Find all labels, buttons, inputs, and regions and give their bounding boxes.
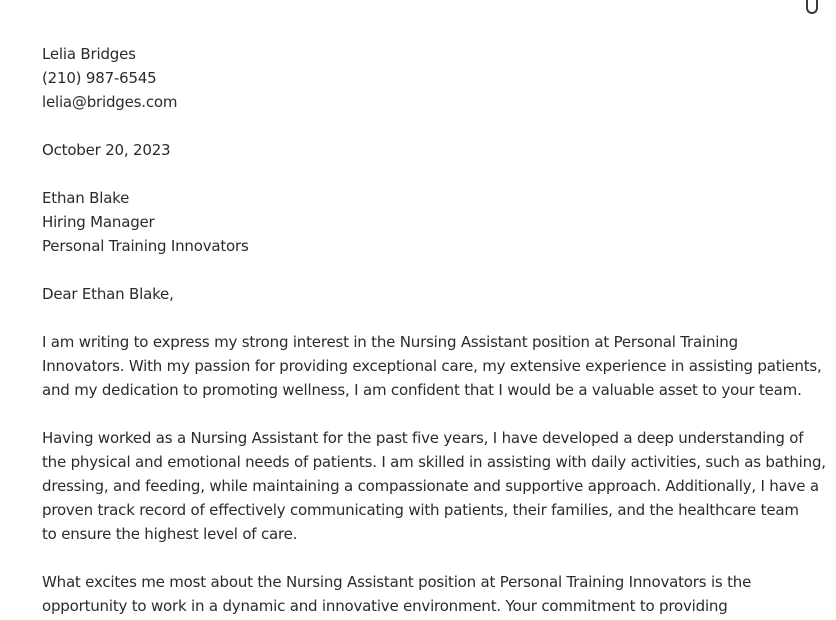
spacer [42, 258, 802, 282]
paragraph-line: Innovators. With my passion for providing exceptional care, my extensive experience in assisting patients, [42, 357, 822, 375]
body-paragraph-3 [42, 570, 802, 618]
paragraph-line: dressing, and feeding, while maintaining a compassionate and supportive approach. Additionally, I have a [42, 477, 819, 495]
cover-letter-document [42, 42, 826, 618]
body-paragraph-1 [42, 330, 822, 402]
letter-date: October 20, 2023 [42, 141, 171, 159]
spacer [42, 162, 802, 186]
paragraph-line: What excites me most about the Nursing Assistant position at Personal Training Innovators is the [42, 573, 752, 591]
sender-phone: (210) 987-6545 [42, 69, 157, 87]
spacer [42, 306, 802, 330]
spacer [42, 402, 802, 426]
recipient-title: Hiring Manager [42, 213, 155, 231]
recipient-block [42, 186, 802, 258]
sender-block [42, 42, 802, 114]
body-paragraph-2 [42, 426, 826, 546]
scroll-indicator-icon[interactable] [806, 0, 818, 14]
spacer [42, 546, 802, 570]
recipient-name: Ethan Blake [42, 189, 130, 207]
sender-name: Lelia Bridges [42, 45, 136, 63]
paragraph-line: Having worked as a Nursing Assistant for the past five years, I have developed a deep understanding of [42, 429, 804, 447]
paragraph-line: and my dedication to promoting wellness, I am confident that I would be a valuable asset to your team. [42, 381, 802, 399]
paragraph-line: opportunity to work in a dynamic and innovative environment. Your commitment to providing [42, 597, 728, 615]
recipient-company: Personal Training Innovators [42, 237, 249, 255]
salutation: Dear Ethan Blake, [42, 285, 174, 303]
paragraph-line: to ensure the highest level of care. [42, 525, 298, 543]
paragraph-line: the physical and emotional needs of patients. I am skilled in assisting with daily activities, such as bathing, [42, 453, 826, 471]
paragraph-line: proven track record of effectively communicating with patients, their families, and the healthcare team [42, 501, 799, 519]
paragraph-line: I am writing to express my strong interest in the Nursing Assistant position at Personal Training [42, 333, 738, 351]
sender-email: lelia@bridges.com [42, 93, 178, 111]
spacer [42, 114, 802, 138]
